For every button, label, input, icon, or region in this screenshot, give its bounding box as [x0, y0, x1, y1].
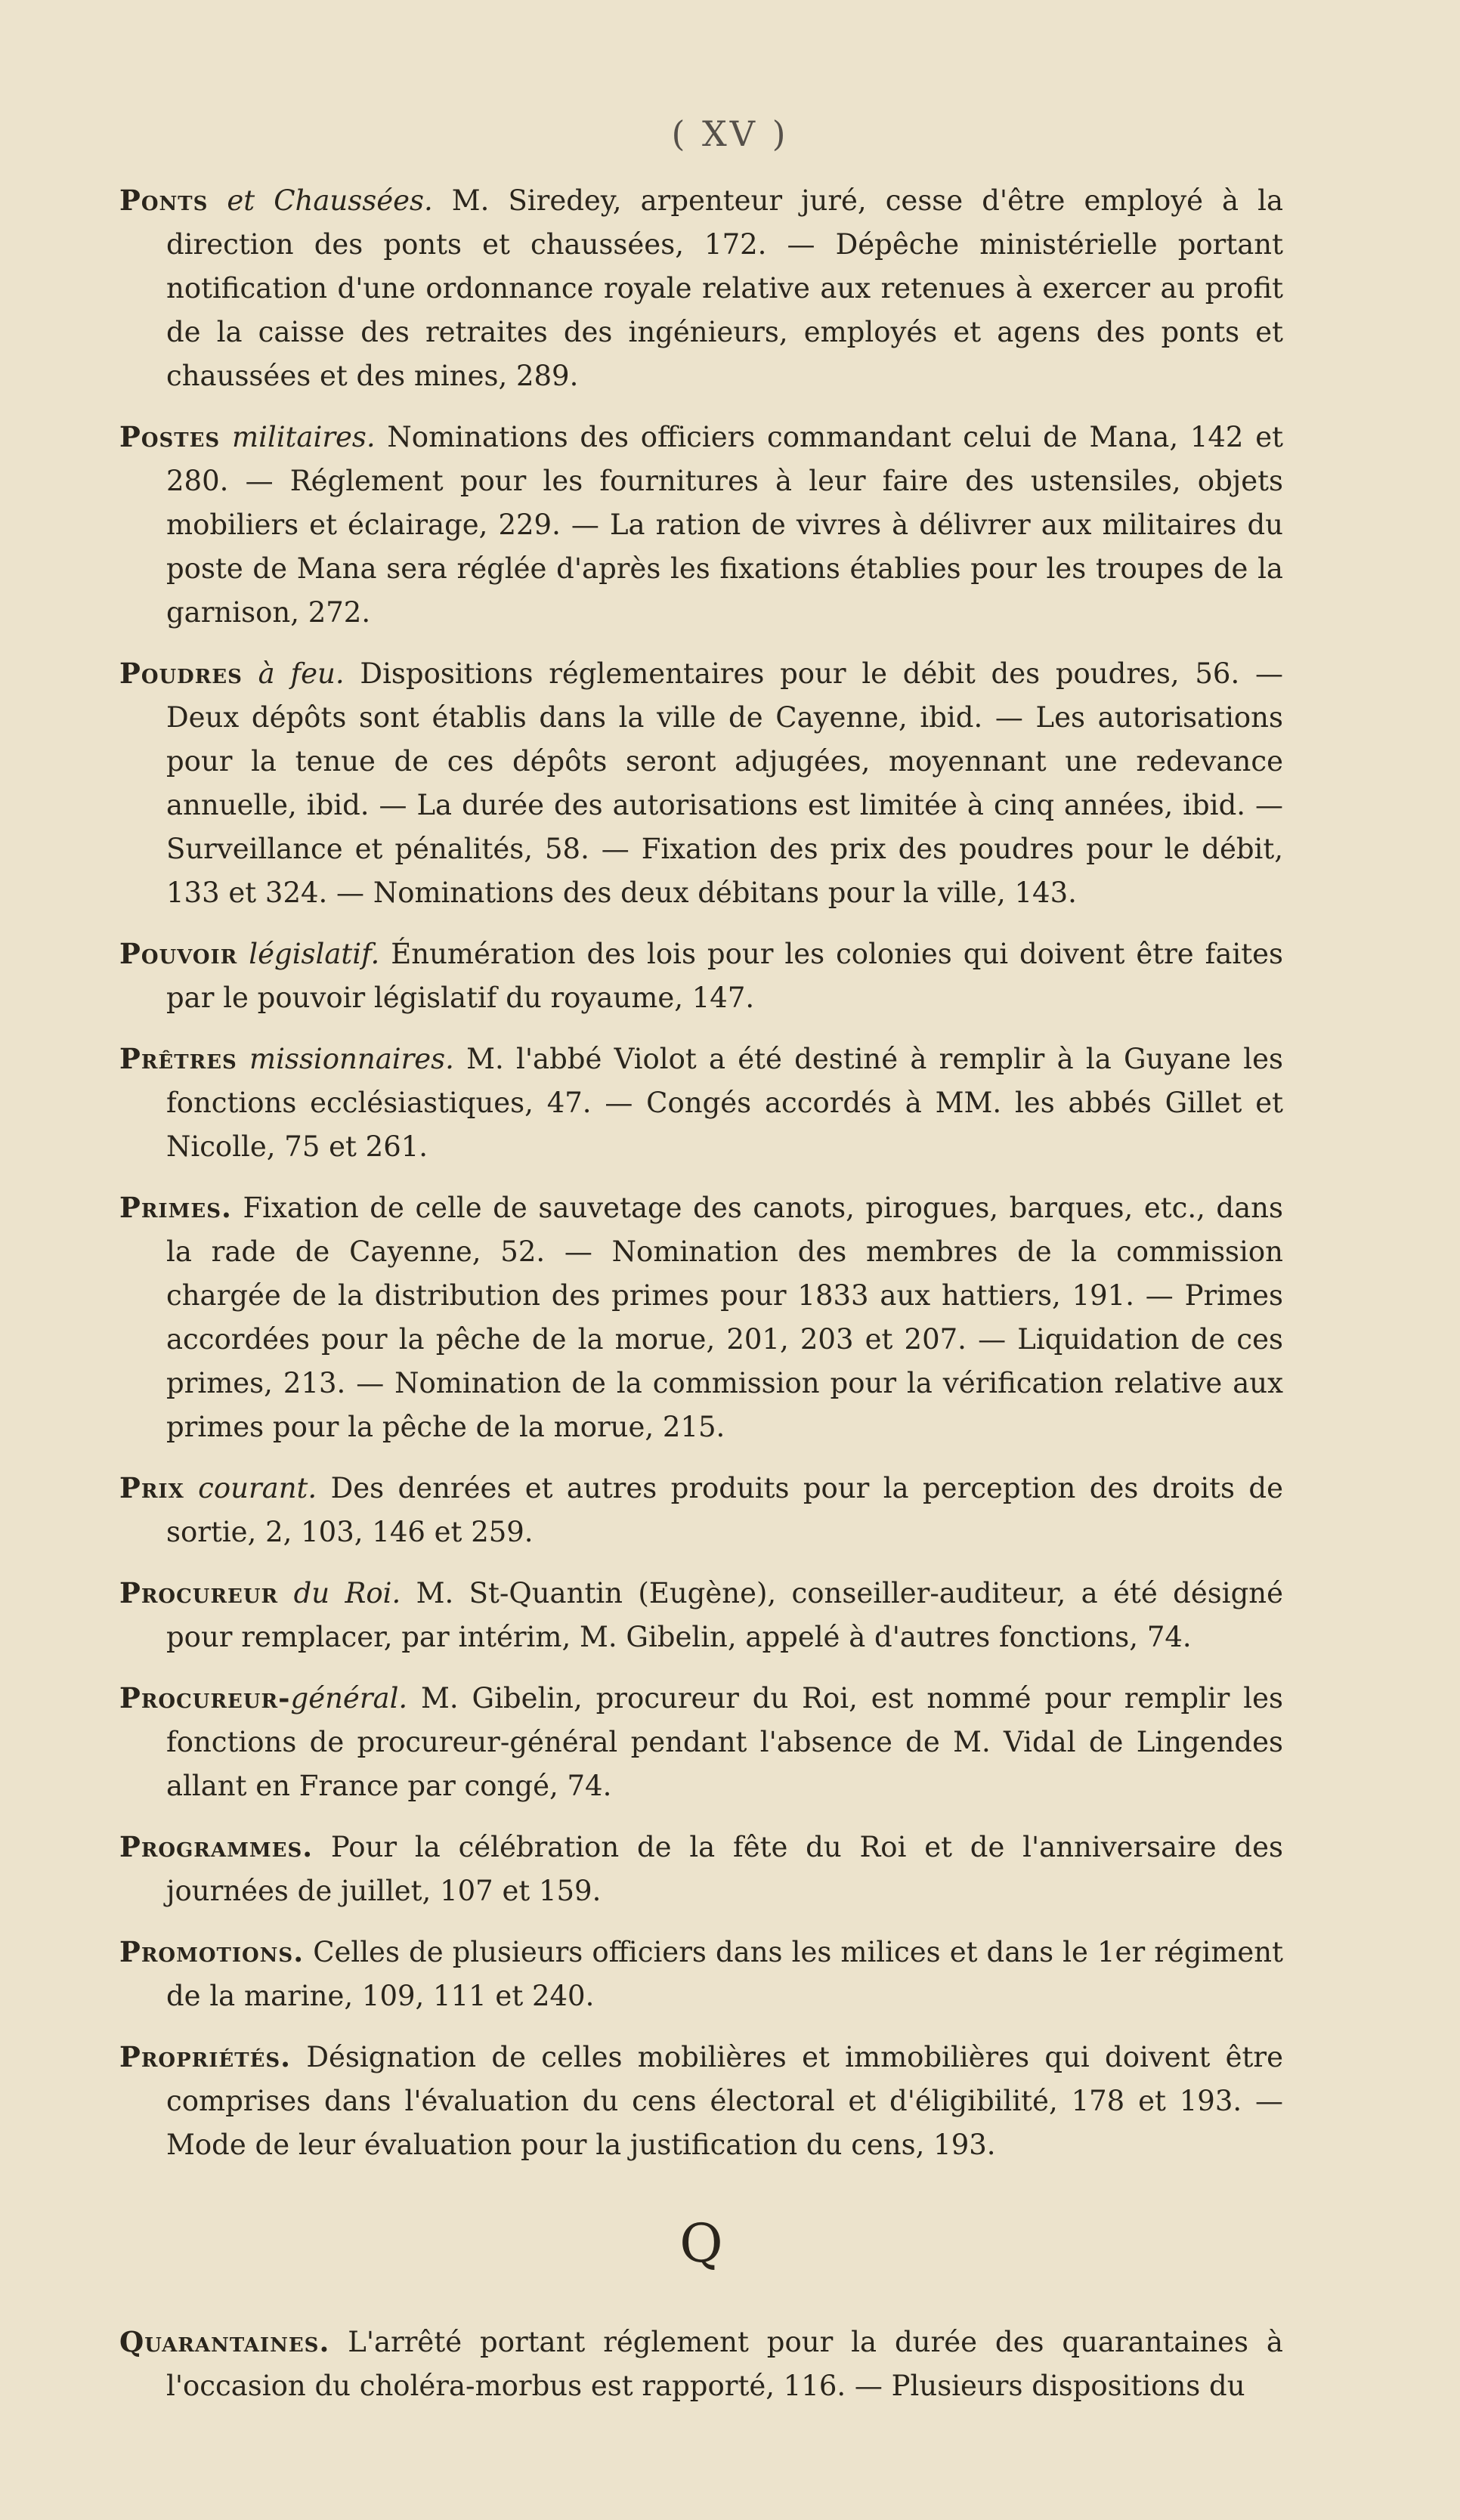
entry-head: Postes [119, 420, 221, 453]
index-entry [119, 1571, 1283, 1659]
entry-head-italic: législatif. [249, 938, 380, 970]
entry-head: Prêtres [119, 1042, 237, 1075]
index-entry [119, 651, 1283, 915]
entry-head: Propriétés. [119, 2040, 292, 2073]
index-entry [119, 1037, 1283, 1169]
entry-text: M. l'abbé Violot a été destiné à remplir à la Guyane les fonctions ecclésiastiques, 47. — Congés accordés à MM. les abbés Gillet et Nicolle, 75 et 261. [166, 1043, 1283, 1163]
index-entry [119, 1825, 1283, 1913]
entry-text: M. St-Quantin (Eugène), conseiller-auditeur, a été désigné pour remplacer, par intérim, M. Gibelin, appelé à d'autres fonctions, 74. [166, 1577, 1283, 1653]
entry-head-italic: et Chaussées. [227, 184, 433, 217]
entry-text: Fixation de celle de sauvetage des canots, pirogues, barques, etc., dans la rade de Cayenne, 52. — Nomination des membres de la commission chargée de la distribution des primes pour 1833 aux hattiers, 191. — Primes accordées pour la pêche de la morue, 201, 203 et 207. — Liquidation de ces primes, 213. — Nomination de la commission pour la vérification relative aux primes pour la pêche de la morue, 215. [166, 1192, 1283, 1443]
entry-text: L'arrêté portant réglement pour la durée des quarantaines à l'occasion du choléra-morbus est rapporté, 116. — Plusieurs dispositions du [166, 2326, 1283, 2402]
entry-head: Quarantaines. [119, 2325, 330, 2358]
entry-head: Poudres [119, 657, 243, 690]
entry-head-italic: général. [290, 1682, 408, 1715]
entry-head: Procureur [119, 1576, 279, 1609]
entry-head: Primes. [119, 1191, 232, 1224]
index-entry [119, 1676, 1283, 1808]
entry-text: Désignation de celles mobilières et immobilières qui doivent être comprises dans l'évaluation du cens électoral et d'éligibilité, 178 et 193. — Mode de leur évaluation pour la justification du cens, 193. [166, 2041, 1283, 2161]
entry-head-italic: à feu. [258, 657, 345, 690]
index-entry [119, 932, 1283, 1020]
entry-text: Énumération des lois pour les colonies qui doivent être faites par le pouvoir législatif du royaume, 147. [166, 938, 1284, 1014]
index-entry [119, 415, 1283, 635]
entry-head: Pouvoir [119, 937, 238, 970]
entry-head: Promotions. [119, 1935, 305, 1968]
index-entries-p [119, 178, 1283, 2425]
entry-head: Procureur- [119, 1681, 291, 1715]
entry-text: Pour la célébration de la fête du Roi et de l'anniversaire des journées de juillet, 107 et 159. [166, 1831, 1283, 1907]
entry-text: Nominations des officiers commandant celui de Mana, 142 et 280. — Réglement pour les fournitures à leur faire des ustensiles, objets mobiliers et éclairage, 229. — La ration de vivres à délivrer aux militaires du poste de Mana sera réglée d'après les fixations établies pour les troupes de la garnison, 272. [166, 421, 1283, 629]
entry-head-italic: militaires. [231, 421, 376, 453]
entry-head-italic: missionnaires. [249, 1043, 454, 1075]
entry-text: Celles de plusieurs officiers dans les milices et dans le 1er régiment de la marine, 109, 111 et 240. [166, 1936, 1283, 2012]
index-entry [119, 2320, 1283, 2408]
index-entry [119, 1186, 1283, 1449]
index-entry [119, 1930, 1283, 2018]
entry-text: Des denrées et autres produits pour la perception des droits de sortie, 2, 103, 146 et 259. [166, 1472, 1284, 1548]
entry-text: M. Gibelin, procureur du Roi, est nommé pour remplir les fonctions de procureur-général pendant l'absence de M. Vidal de Lingendes allant en France par congé, 74. [166, 1682, 1283, 1802]
entry-head-italic: du Roi. [293, 1577, 401, 1609]
entry-text: Dispositions réglementaires pour le débit des poudres, 56. — Deux dépôts sont établis dans la ville de Cayenne, ibid. — Les autorisations pour la tenue de ces dépôts seront adjugées, moyennant une redevance annuelle, ibid. — La durée des autorisations est limitée à cinq années, ibid. — Surveillance et pénalités, 58. — Fixation des prix des poudres pour le débit, 133 et 324. — Nominations des deux débitans pour la ville, 143. [166, 657, 1283, 909]
entry-text: M. Siredey, arpenteur juré, cesse d'être employé à la direction des ponts et chaussées, 172. — Dépêche ministérielle portant notification d'une ordonnance royale relative aux retenues à exercer au profit de la caisse des retraites des ingénieurs, employés et agens des ponts et chaussées et des mines, 289. [166, 184, 1284, 392]
entry-head: Programmes. [119, 1830, 314, 1863]
entry-head: Prix [119, 1471, 184, 1504]
entry-head: Ponts [119, 184, 209, 217]
index-entry [119, 178, 1283, 398]
page-number: ( XV ) [671, 113, 789, 154]
section-letter: Q [679, 2212, 723, 2274]
index-entry [119, 1466, 1283, 1554]
index-entry [119, 2035, 1283, 2167]
entry-head-italic: courant. [198, 1472, 317, 1504]
